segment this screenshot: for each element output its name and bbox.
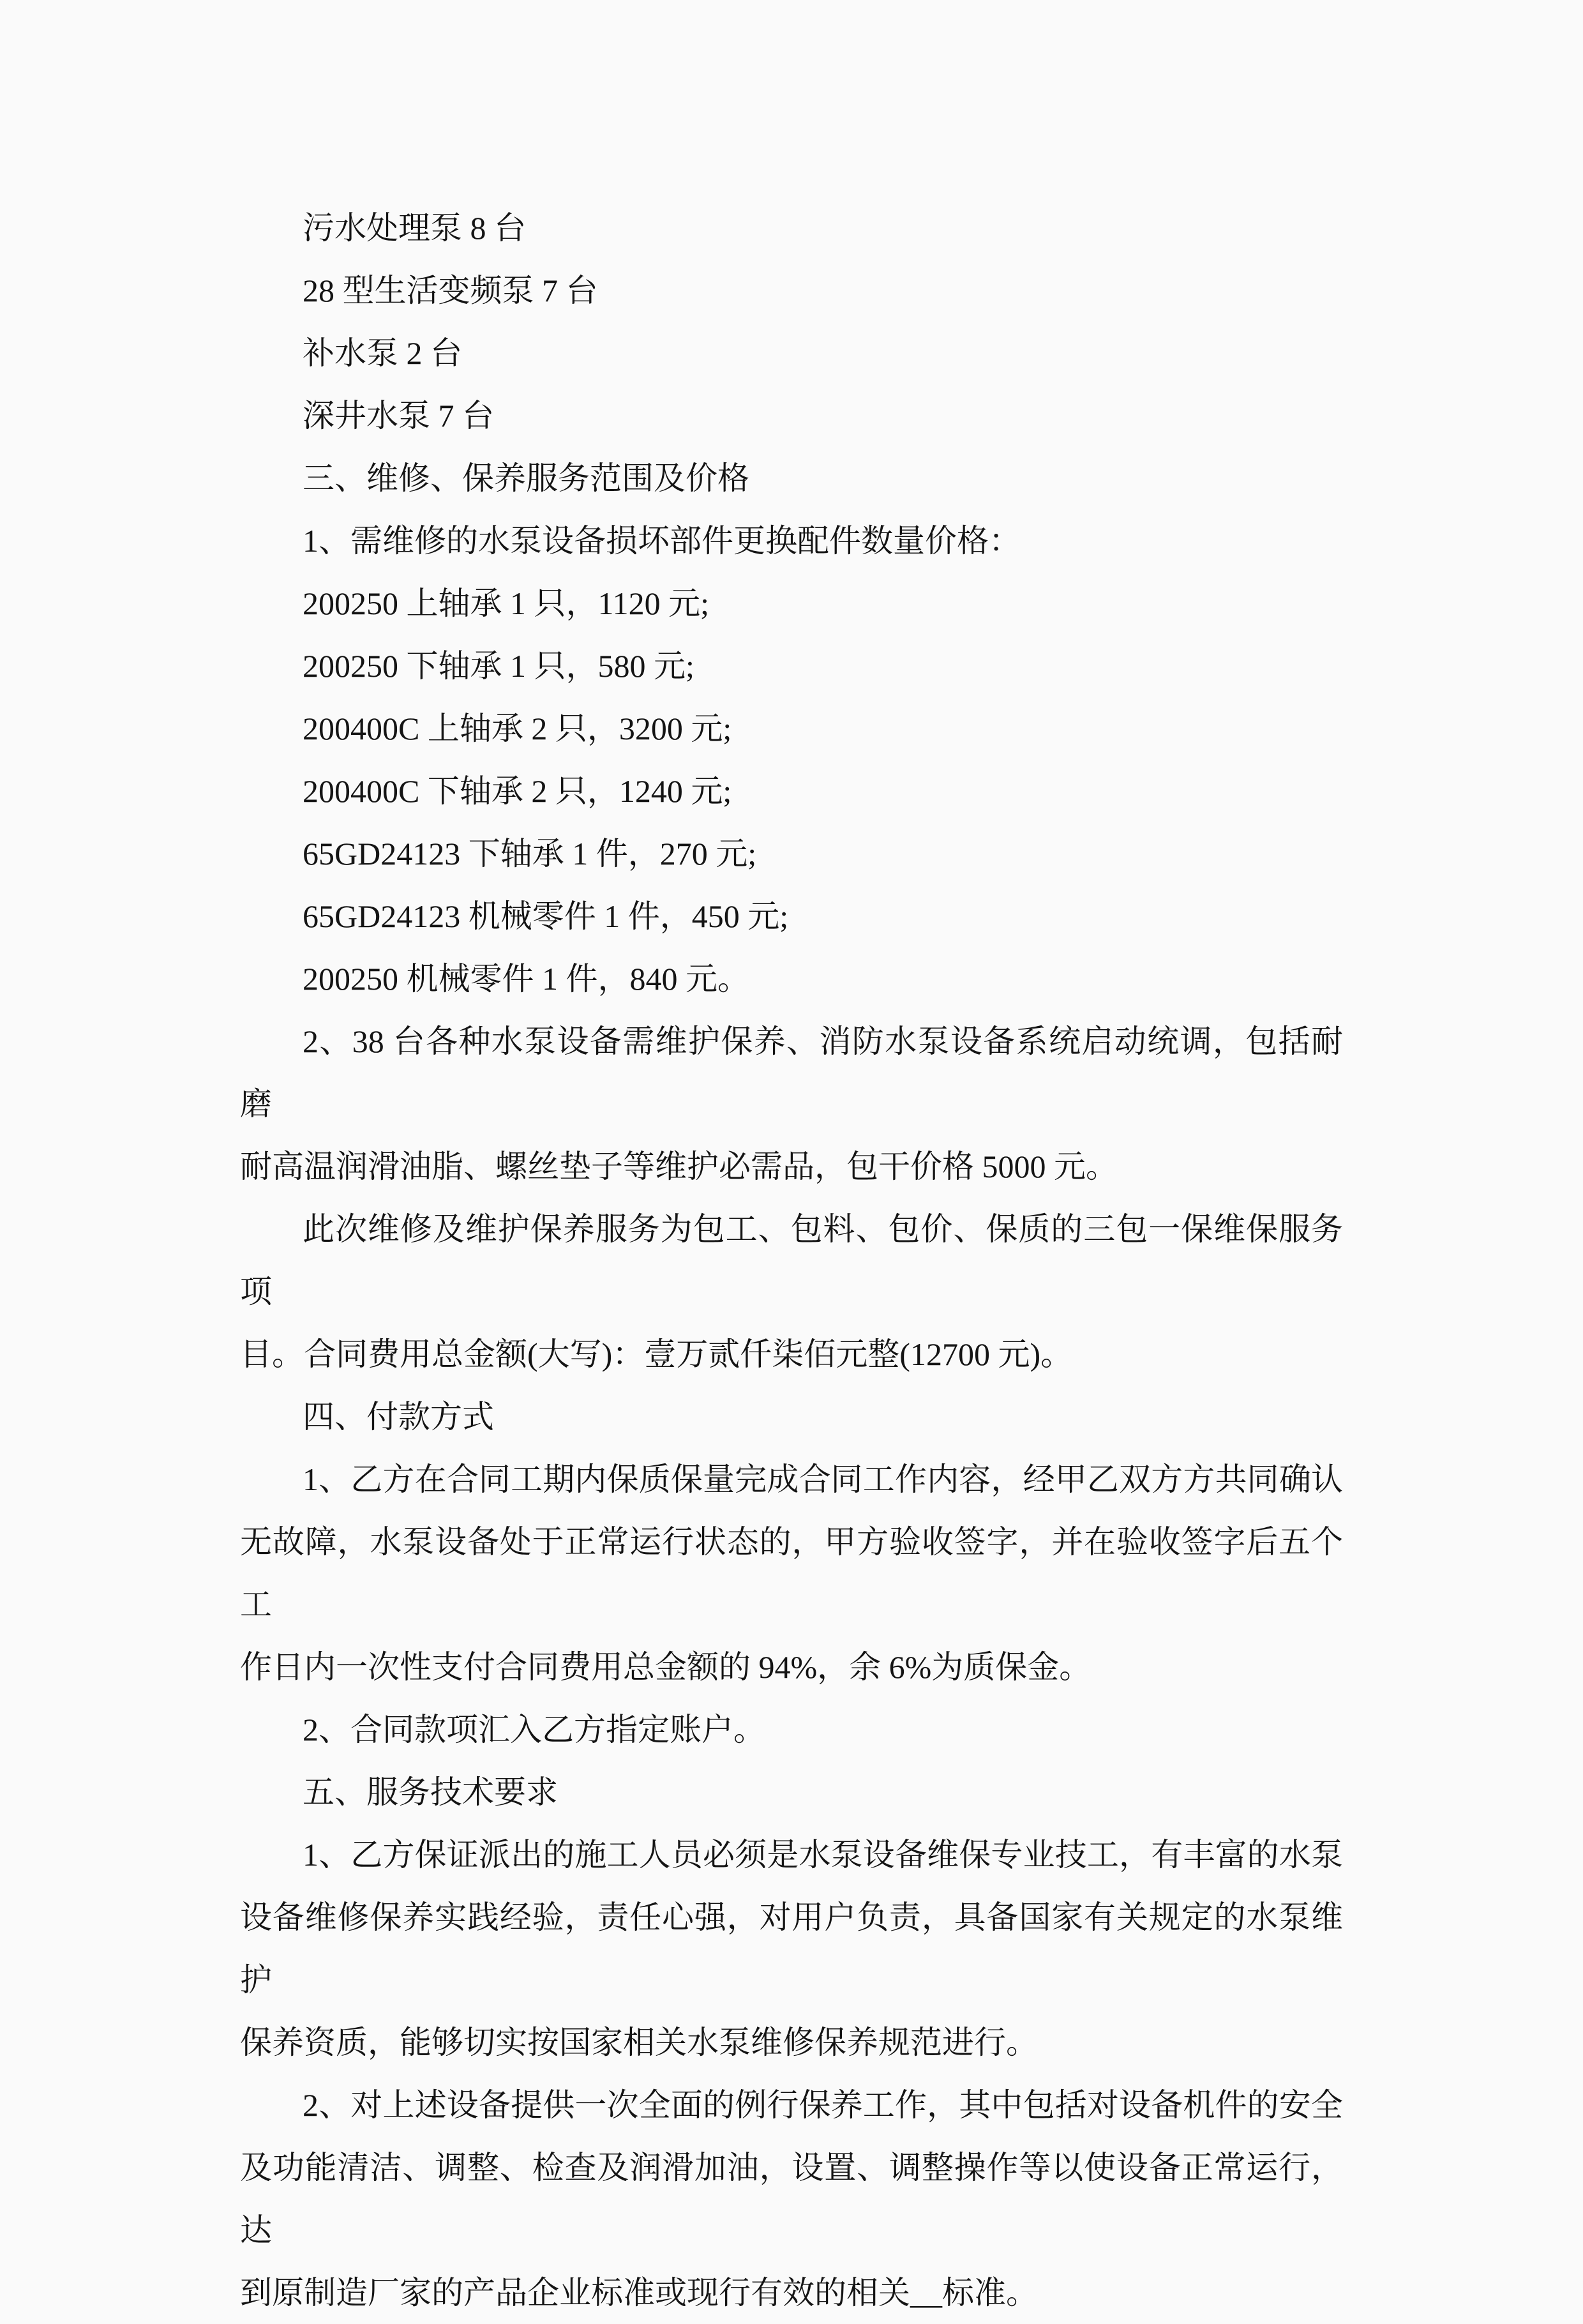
document-line: 200250 下轴承 1 只，580 元; [303, 648, 694, 684]
document-line: 此次维修及维护保养服务为包工、包料、包价、保质的三包一保维保服务项 [240, 1211, 1343, 1309]
document-line: 补水泵 2 台 [303, 335, 462, 371]
document-line: 28 型生活变频泵 7 台 [303, 273, 598, 308]
document-line: 设备维修保养实践经验，责任心强，对用户负责，具备国家有关规定的水泵维护 [240, 1899, 1343, 1998]
document-line: 200250 机械零件 1 件，840 元。 [303, 961, 749, 997]
document-section-heading: 三、维修、保养服务范围及价格 [303, 460, 749, 496]
document-line: 目。合同费用总金额(大写)：壹万贰仟柒佰元整(12700 元)。 [240, 1336, 1073, 1372]
document-line: 无故障，水泵设备处于正常运行状态的，甲方验收签字，并在验收签字后五个工 [240, 1524, 1343, 1622]
document-line: 及功能清洁、调整、检查及润滑加油，设置、调整操作等以使设备正常运行，达 [240, 2150, 1343, 2248]
document-line: 2、38 台各种水泵设备需维护保养、消防水泵设备系统启动统调，包括耐磨 [240, 1023, 1343, 1122]
document-line: 保养资质，能够切实按国家相关水泵维修保养规范进行。 [240, 2025, 1038, 2060]
document-line: 1、乙方保证派出的施工人员必须是水泵设备维保专业技工，有丰富的水泵 [303, 1837, 1343, 1873]
document-line: 到原制造厂家的产品企业标准或现行有效的相关__标准。 [240, 2275, 1038, 2311]
document-line: 污水处理泵 8 台 [303, 210, 526, 246]
document-line: 65GD24123 机械零件 1 件，450 元; [303, 898, 789, 934]
document-line: 深井水泵 7 台 [303, 398, 494, 434]
document-section-heading: 五、服务技术要求 [303, 1774, 558, 1810]
document-line: 1、乙方在合同工期内保质保量完成合同工作内容，经甲乙双方方共同确认 [303, 1461, 1343, 1497]
document-line: 1、需维修的水泵设备损坏部件更换配件数量价格： [303, 523, 1021, 559]
document-line: 200400C 上轴承 2 只，3200 元; [303, 711, 732, 746]
document-line: 200400C 下轴承 2 只，1240 元; [303, 773, 732, 809]
document-text-block [240, 197, 1343, 2324]
document-section-heading: 四、付款方式 [303, 1399, 494, 1435]
document-line: 2、合同款项汇入乙方指定账户。 [303, 1712, 765, 1747]
document-line: 作日内一次性支付合同费用总金额的 94%，余 6%为质保金。 [240, 1649, 1092, 1685]
document-line: 200250 上轴承 1 只，1120 元; [303, 585, 710, 621]
document-line: 65GD24123 下轴承 1 件，270 元; [303, 836, 757, 871]
document-line: 耐高温润滑油脂、螺丝垫子等维护必需品，包干价格 5000 元。 [240, 1149, 1118, 1184]
document-line: 2、对上述设备提供一次全面的例行保养工作，其中包括对设备机件的安全 [303, 2087, 1343, 2123]
